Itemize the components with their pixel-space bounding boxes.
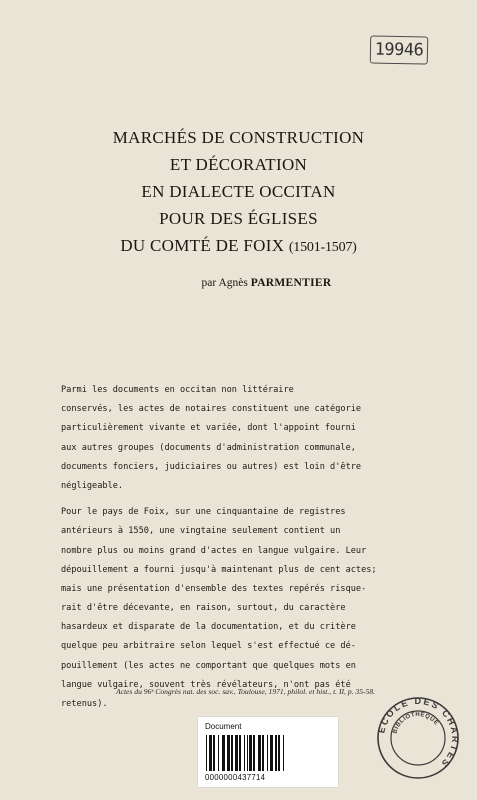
- body-line: quelque peu arbitraire selon lequel s'est effectué ce dé-: [61, 641, 356, 652]
- body-line: nombre plus ou moins grand d'actes en langue vulgaire. Leur: [61, 545, 367, 556]
- body-line: aux autres groupes (documents d'administration communale,: [61, 442, 356, 453]
- body-line: retenus).: [61, 699, 108, 709]
- title-line-3: EN DIALECTE OCCITAN: [141, 182, 336, 201]
- body-text: [61, 381, 417, 714]
- title-line-4: POUR DES ÉGLISES: [159, 209, 318, 228]
- body-line: antérieurs à 1550, une vingtaine seulement contient un: [61, 526, 341, 537]
- handwritten-catalog-number: 19946: [370, 35, 428, 64]
- svg-text:BIBLIOTHÈQUE: [392, 710, 439, 734]
- paragraph-gap: [61, 496, 417, 503]
- stamp-inner-text: BIBLIOTHÈQUE: [392, 711, 440, 735]
- citation-footnote: Actes du 96ᵉ Congrès nat. des soc. sav., Toulouse, 1971, philol. et hist., t. II, p. 35-58.: [115, 687, 376, 696]
- barcode-label: [198, 717, 338, 787]
- body-line: dépouillement a fourni jusqu'à maintenant plus de cent actes;: [61, 564, 377, 575]
- body-line: mais une présentation d'ensemble des textes repérés risque-: [61, 583, 367, 594]
- body-line: pouillement (les actes ne comportant que quelques mots en: [61, 660, 356, 671]
- title-line-5: [0, 232, 477, 261]
- body-line: langue vulgaire, souvent très révélateurs, n'ont pas été: [61, 679, 351, 690]
- body-line: particulièrement vivante et variée, dont l'appoint fourni: [61, 423, 356, 434]
- body-line: rait d'être décevante, en raison, surtout, du caractère: [61, 603, 346, 614]
- body-line: hasardeux et disparate de la documentation, et du critère: [61, 622, 356, 633]
- author-byline: [0, 277, 477, 289]
- body-line: négligeable.: [61, 480, 124, 491]
- barcode-label-title: Document: [205, 722, 242, 731]
- body-line: Pour le pays de Foix, sur une cinquantaine de registres: [61, 507, 346, 518]
- title-line-1: MARCHÉS DE CONSTRUCTION: [112, 128, 365, 147]
- barcode-number: 0000000437714: [205, 773, 266, 782]
- barcode-icon: [205, 735, 331, 771]
- title-line-2: ET DÉCORATION: [169, 155, 308, 174]
- title-years: (1501-1507): [288, 240, 357, 255]
- body-line: documents fonciers, judiciaires ou autres) est loin d'être: [61, 461, 362, 472]
- library-stamp-icon: [376, 696, 460, 780]
- body-line: Parmi les documents en occitan non littéraire: [61, 385, 294, 395]
- author-prefix: par Agnès: [201, 277, 248, 289]
- svg-text:ECOLE DES CHARTES: [376, 696, 460, 770]
- author-name: PARMENTIER: [250, 277, 332, 289]
- article-title: [0, 124, 477, 261]
- stamp-outer-text: ECOLE DES CHARTES: [376, 696, 460, 770]
- body-line: conservés, les actes de notaires constituent une catégorie: [61, 404, 362, 415]
- title-line-5-main: DU COMTÉ DE FOIX: [120, 236, 285, 255]
